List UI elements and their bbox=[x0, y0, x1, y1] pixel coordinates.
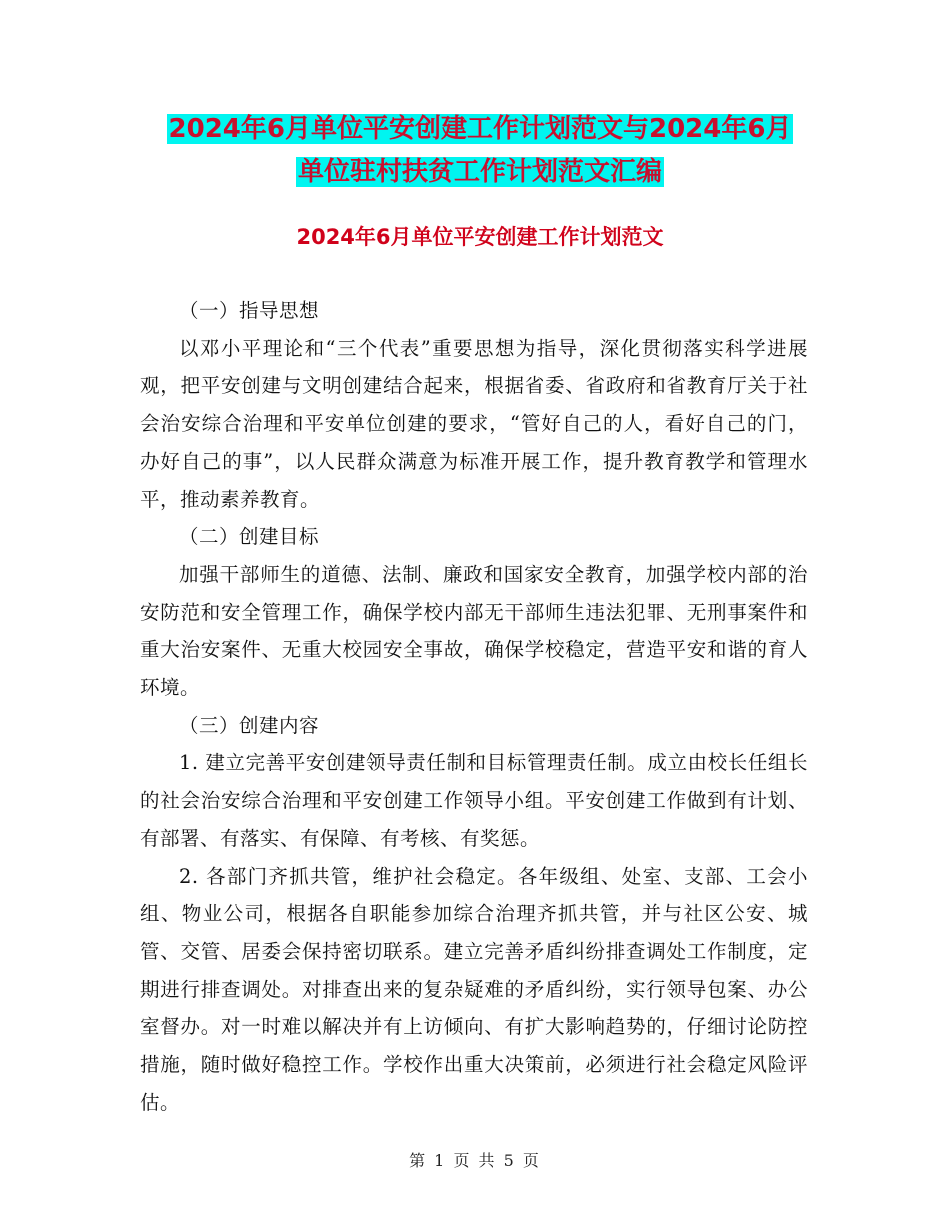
section-title: 2024年6月单位平安创建工作计划范文 bbox=[296, 225, 664, 249]
heading-creation-goals: （二）创建目标 bbox=[179, 525, 320, 549]
document-title bbox=[140, 108, 820, 194]
paragraph: 以邓小平理论和“三个代表”重要思想为指导，深化贯彻落实科学进展观，把平安创建与文明创建结合起来，根据省委、省政府和省教育厅关于社会治安综合治理和平安单位创建的要求，“管好自己的人，看好自己的门，办好自己的事”，以人民群众满意为标准开展工作，提升教育教学和管理水平，推动素养教育。 bbox=[140, 336, 808, 511]
heading-guiding-ideology: （一）指导思想 bbox=[179, 299, 320, 322]
paragraph: 加强干部师生的道德、法制、廉政和国家安全教育，加强学校内部的治安防范和安全管理工作，确保学校内部无干部师生违法犯罪、无刑事案件和重大治安案件、无重大校园安全事故，确保学校稳定，营造平安和谐的育人环境。 bbox=[140, 562, 808, 700]
page-number-footer: 第 1 页 共 5 页 bbox=[409, 1151, 541, 1170]
paragraph: 1. 建立完善平安创建领导责任制和目标管理责任制。成立由校长任组长的社会治安综合治理和平安创建工作领导小组。平安创建工作做到有计划、有部署、有落实、有保障、有考核、有奖惩。 bbox=[140, 751, 808, 850]
document-title-line-1: 2024年6月单位平安创建工作计划范文与2024年6月 bbox=[168, 114, 792, 144]
document-body bbox=[140, 292, 808, 1121]
heading-creation-content: （三）创建内容 bbox=[179, 713, 320, 737]
paragraph: 2. 各部门齐抓共管，维护社会稳定。各年级组、处室、支部、工会小组、物业公司，根据各自职能参加综合治理齐抓共管，并与社区公安、城管、交管、居委会保持密切联系。建立完善矛盾纠纷排查调处工作制度，定期进行排查调处。对排查出来的复杂疑难的矛盾纠纷，实行领导包案、办公室督办。对一时难以解决并有上访倾向、有扩大影响趋势的，仔细讨论防控措施，随时做好稳控工作。学校作出重大决策前，必须进行社会稳定风险评估。 bbox=[140, 864, 808, 1114]
document-title-line-2: 单位驻村扶贫工作计划范文汇编 bbox=[297, 157, 662, 187]
